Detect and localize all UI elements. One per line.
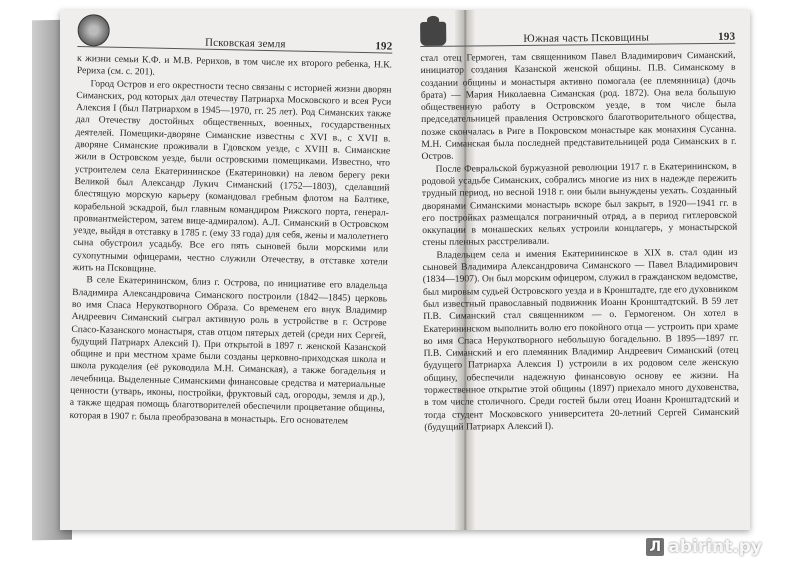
left-page-body bbox=[69, 53, 392, 428]
right-page-body bbox=[420, 50, 739, 434]
left-page-title: Псковская земля bbox=[204, 36, 286, 51]
right-page bbox=[420, 11, 739, 434]
paragraph: Город Остров и его окрестности тесно связаны с историей жизни дворян Симанских, род которых дал отечеству Патриарха Московского и всея Руси Алексия I (был Патриархом в 1945—1970, гг. 25 лет). Род Симанских также дал Отечеству достойных общественных, военных, государственных деятелей. Помещики-дворяне Симанские известны с XVI в., с XVII в. дворяне Симанские проживали в Гдовском уезде, с XVIII в. Симанские жили в Островском уезде, были островскими помещиками. Известно, что устроителем села Екатерининское (Екатериновки) на левом берегу реки Великой был Александр Лукич Симанский (1752—1803), сделавший блестящую морскую карьеру (командовал гребным флотом на Балтике, корабельной эскадрой, был главным командиром Рижского порта, генерал-провиантмейстером, затем вице-адмиралом). А.Л. Симанский в Островском уезде, выйдя в отставку в 1785 г. (ему 33 года) для себя, жены и малолетнего сына обустроил усадьбу. Все его пять сыновей были морскими или сухопутными офицерами, честно служили Отечеству, в отставке хотели жить на Псковщине. bbox=[72, 77, 392, 275]
left-page-header bbox=[77, 14, 393, 54]
right-page-header bbox=[420, 11, 735, 47]
left-page bbox=[69, 14, 392, 428]
watermark-box-letter: Л bbox=[646, 538, 664, 556]
paragraph: Владельцем села и имения Екатерининское в XIX в. стал один из сыновей Владимира Александровича Симанского — Павел Владимирович (1834—1907). Он был морским офицером, служил в гражданском ведомстве, был мировым судьей Островского уезда и в Кронштадте, где его духовником был известный православный подвижник Иоанн Кронштадтский. В 59 лет П.В. Симанский стал священником — о. Гермогеном. Он хотел в Екатерининском выполнить волю его покойного отца — устроить при храме во имя Спаса Нерукотворного небольшую богадельню. В 1895—1897 гг. П.В. Симанский и его племянник Владимир Андреевич Симанский (отец будущего Патриарха Алексия I) устроили в их родовом селе женскую общину, обеспечили надежную финансовую основу ее жизни. На торжественное открытие этой общины (1897) приехало много духовенства, в том числе столичного. Среди гостей были отец Иоанн Кронштадтский и тогда студент Московского университета 20-летний Сергей Симанский (будущий Патриарх Алексий I). bbox=[422, 246, 740, 433]
right-page-title: Южная часть Псковщины bbox=[523, 31, 650, 45]
watermark-text: abirint.ру bbox=[668, 537, 762, 557]
emblem-icon bbox=[77, 14, 110, 47]
right-page-number: 193 bbox=[718, 30, 736, 43]
paragraph: к жизни семьи К.Ф. и М.В. Рерихов, в том числе их второго ребенка, Н.К. Рериха (см. с. 201). bbox=[76, 52, 393, 78]
left-page-number: 192 bbox=[375, 39, 393, 53]
paragraph: В селе Екатерининском, близ г. Острова, по инициативе его владельца Владимира Александровича Симанского построили (1842—1845) церковь во имя Спаса Нерукотворного Образа. Со временем его внук Владимир Андреевич Симанский сыграл активную роль в устройстве в г. Острове Спасо-Казанского монастыря, став отцом пятерых детей (среди них Сергей, будущий Патриарх Алексий I). При открытой в 1897 г. женской Казанской общине и при местном храме были созданы церковно-приходская школа и школа рукоделия (её руководила М.Н. Симанская), а также богадельня и лечебница. Выделенные Симанскими финансовые средства и материальные ценности (утварь, иконы, постройки, фруктовый сад, огороды, земля и др.), а также щедрая помощь благотворителей обеспечили процветание общины, которая в 1907 г. была преобразована в монастырь. Его основателем bbox=[69, 274, 388, 427]
paragraph: После Февральской буржуазной революции 1917 г. в Екатерининском, в родовой усадьбе Симанских, собрались многие из них в надежде пережить трудный период, но весной 1918 г. они были вынуждены уехать. Созданный дворянами Симанскими монастырь вскоре был закрыт, в 1920—1941 гг. в его постройках размещался пограничный отряд, а в период гитлеровской оккупации в монашеских кельях устроили концлагерь, у монастырской стены пленных расстреливали. bbox=[421, 160, 738, 249]
watermark-logo bbox=[646, 537, 762, 557]
emblem-icon bbox=[420, 22, 446, 46]
paragraph: стал отец Гермоген, там священником Павел Владимирович Симанский, инициатор создания Казанской женской общины. П.В. Симанскому в создании общины и монастыря активно помогала (ее племянница) (дочь брата) — Мария Николаевна Симанская (род. 1872). Она вела большую общественную работу в Островском уезде, в том числе была председательницей правления Островского благотворительного общества, позже скончалась в Риге в Покровском монастыре как монахиня Сусанна. М.Н. Симанская была последней представительницей рода Симанских в г. Остров. bbox=[420, 49, 737, 163]
